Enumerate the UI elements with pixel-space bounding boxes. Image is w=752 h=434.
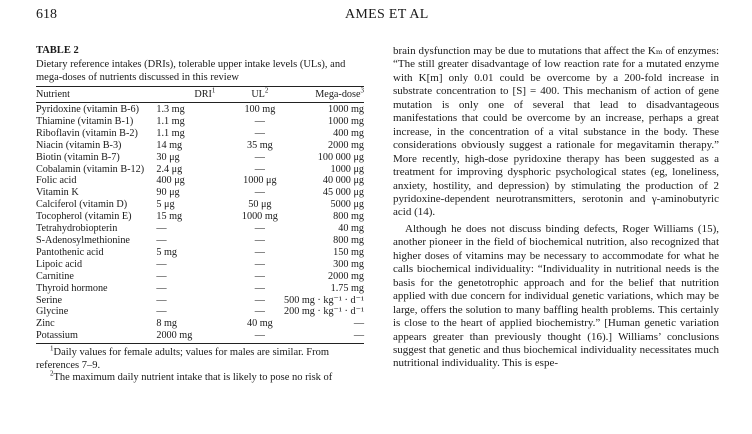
cell-ul: — bbox=[254, 115, 265, 127]
cell-nutrient: S-Adenosylmethionine bbox=[36, 234, 130, 246]
cell-dri: — bbox=[156, 294, 167, 306]
cell-mega-dose: 1000 μg bbox=[330, 163, 364, 175]
table-row bbox=[36, 247, 364, 259]
cell-mega-dose: 45 000 μg bbox=[322, 187, 364, 199]
page-number: 618 bbox=[36, 7, 57, 22]
cell-nutrient: Vitamin K bbox=[36, 187, 79, 199]
cell-mega-dose: 1000 mg bbox=[328, 104, 364, 115]
cell-mega-dose: 100 000 μg bbox=[317, 151, 364, 163]
cell-ul: 35 mg bbox=[246, 139, 273, 151]
cell-ul: — bbox=[254, 127, 265, 139]
cell-dri: 400 μg bbox=[156, 175, 185, 187]
cell-ul: — bbox=[254, 282, 265, 294]
cell-dri: 1.1 mg bbox=[156, 127, 185, 139]
footnote-1: $^1$Daily values for female adults; values for males are similar. From references 7–9. bbox=[36, 344, 330, 371]
cell-dri: 1.1 mg bbox=[156, 115, 185, 127]
cell-nutrient: Thyroid hormone bbox=[36, 282, 108, 294]
table-bottom-rule bbox=[36, 343, 364, 344]
cell-mega-dose: 1000 mg bbox=[328, 115, 364, 127]
cell-nutrient: Pyridoxine (vitamin B-6) bbox=[36, 104, 139, 115]
table-row bbox=[36, 104, 364, 116]
cell-nutrient: Folic acid bbox=[36, 175, 77, 187]
cell-nutrient: Tetrahydrobiopterin bbox=[36, 223, 118, 235]
cell-ul: — bbox=[254, 187, 265, 199]
cell-dri: — bbox=[156, 234, 167, 246]
cell-mega-dose: 5000 μg bbox=[330, 199, 364, 211]
cell-mega-dose: 800 mg bbox=[333, 234, 364, 246]
footnote-2: $^2$The maximum daily nutrient intake that is likely to pose no risk of bbox=[50, 369, 333, 384]
paragraph-1: brain dysfunction may be due to mutations that affect the Kₘ of enzymes: “The still greater disadvantage of low reaction rate for a mutated enzyme with K[m] only 0.01 could be overcome by a 200-fold increase in substrate concentration to [S] = 400. This mechanism of action of gene mutation is only one of several that lead to disadvantageous manifestations that could be overcome by an increase, perhaps a great increase, in the concentration of a vital substance in the body. These considerations obviously suggest a rationale for megavitamin therapy.” More recently, high-dose pyridoxine therapy has been suggested as a treatment for improving dysphoric psychological states (eg, loneliness, anxiety, hostility, and depression) by stimulating the production of 2 pyridoxine-dependent neurotransmitters, serotonin and γ-aminobutyric acid (14). bbox=[393, 45, 719, 219]
table-row bbox=[36, 235, 364, 247]
table-row bbox=[36, 306, 364, 318]
cell-dri: 8 mg bbox=[156, 318, 178, 330]
header-mega-dose: Mega-dose$^3$ bbox=[315, 86, 364, 100]
cell-mega-dose: 40 000 μg bbox=[322, 175, 364, 187]
cell-ul: — bbox=[254, 246, 265, 258]
cell-dri: 5 μg bbox=[156, 199, 175, 211]
cell-nutrient: Tocopherol (vitamin E) bbox=[36, 211, 132, 223]
table-row bbox=[36, 140, 364, 152]
cell-ul: — bbox=[254, 330, 265, 342]
cell-dri: 14 mg bbox=[156, 139, 183, 151]
table-row bbox=[36, 187, 364, 199]
cell-dri: — bbox=[156, 270, 167, 282]
cell-nutrient: Carnitine bbox=[36, 270, 74, 282]
cell-ul: — bbox=[254, 234, 265, 246]
paragraph-2: Although he does not discuss binding defects, Roger Williams (15), another pioneer in the field of biochemical nutrition, also recognized that higher doses of vitamins may be necessary to accommodate for what he calls biochemical individuality: “Individuality in nutritional needs is the basis for the genetotrophic approach and for the belief that nutrition applied with due concern for individual genetic variations, which may be large, offers the solution to many baffling health problems. This certainly is close to the heart of applied biochemistry.” [Human genetic variation appears greater than previously thought (16).] Williams’ conclusions suggest that genetic and thus biochemical individuality necessitates much nutritional individuality. This is espe- bbox=[393, 222, 719, 370]
table-caption: Dietary reference intakes (DRIs), tolerable upper intake levels (ULs), and mega-doses of nutrients discussed in this review bbox=[36, 59, 346, 83]
cell-nutrient: Thiamine (vitamin B-1) bbox=[36, 115, 134, 127]
cell-mega-dose: 1.75 mg bbox=[330, 282, 364, 294]
table-section bbox=[36, 45, 364, 385]
table-row bbox=[36, 199, 364, 211]
table-label: TABLE 2 bbox=[36, 45, 79, 56]
cell-dri: 2000 mg bbox=[156, 330, 193, 342]
cell-mega-dose: 800 mg bbox=[333, 211, 364, 223]
header-nutrient: Nutrient bbox=[36, 88, 70, 100]
cell-ul: 40 mg bbox=[246, 318, 273, 330]
cell-ul: 100 mg bbox=[244, 104, 276, 115]
table-row bbox=[36, 152, 364, 164]
table-row bbox=[36, 295, 364, 307]
cell-nutrient: Niacin (vitamin B-3) bbox=[36, 139, 122, 151]
cell-mega-dose: — bbox=[353, 318, 364, 330]
cell-mega-dose: 400 mg bbox=[333, 127, 364, 139]
cell-nutrient: Pantothenic acid bbox=[36, 246, 104, 258]
table-footnotes bbox=[36, 344, 364, 385]
cell-nutrient: Lipoic acid bbox=[36, 258, 83, 270]
body-text-column bbox=[393, 45, 719, 371]
cell-dri: — bbox=[156, 306, 167, 318]
cell-ul: 50 μg bbox=[248, 199, 272, 211]
cell-mega-dose: — bbox=[353, 330, 364, 342]
cell-dri: — bbox=[156, 223, 167, 235]
cell-mega-dose: 2000 mg bbox=[328, 139, 364, 151]
header-dri: DRI$^1$ bbox=[194, 86, 216, 100]
cell-dri: — bbox=[156, 282, 167, 294]
cell-nutrient: Zinc bbox=[36, 318, 55, 330]
cell-dri: — bbox=[156, 258, 167, 270]
cell-nutrient: Glycine bbox=[36, 306, 69, 318]
cell-nutrient: Serine bbox=[36, 294, 63, 306]
cell-nutrient: Cobalamin (vitamin B-12) bbox=[36, 163, 145, 175]
cell-dri: 90 μg bbox=[156, 187, 180, 199]
table-row bbox=[36, 330, 364, 342]
cell-ul: — bbox=[254, 163, 265, 175]
cell-dri: 2.4 μg bbox=[156, 163, 183, 175]
table-row bbox=[36, 271, 364, 283]
table-row bbox=[36, 164, 364, 176]
cell-ul: 1000 μg bbox=[243, 175, 277, 187]
cell-ul: — bbox=[254, 223, 265, 235]
running-head: AMES ET AL bbox=[345, 7, 429, 22]
cell-ul: — bbox=[254, 151, 265, 163]
table-row bbox=[36, 211, 364, 223]
cell-dri: 30 μg bbox=[156, 151, 180, 163]
cell-mega-dose: 300 mg bbox=[333, 258, 364, 270]
cell-nutrient: Riboflavin (vitamin B-2) bbox=[36, 127, 138, 139]
cell-ul: 1000 mg bbox=[241, 211, 278, 223]
table-row bbox=[36, 175, 364, 187]
cell-ul: — bbox=[254, 306, 265, 318]
table-row bbox=[36, 318, 364, 330]
cell-dri: 5 mg bbox=[156, 246, 178, 258]
cell-ul: — bbox=[254, 258, 265, 270]
cell-nutrient: Potassium bbox=[36, 330, 78, 342]
table-row bbox=[36, 223, 364, 235]
cell-mega-dose: 2000 mg bbox=[328, 270, 364, 282]
cell-ul: — bbox=[254, 270, 265, 282]
cell-mega-dose: 150 mg bbox=[333, 246, 364, 258]
cell-nutrient: Biotin (vitamin B-7) bbox=[36, 151, 120, 163]
table-header-row bbox=[36, 87, 364, 101]
table-row bbox=[36, 283, 364, 295]
table-row bbox=[36, 128, 364, 140]
cell-ul: — bbox=[254, 294, 265, 306]
table-row bbox=[36, 259, 364, 271]
cell-mega-dose: 500 mg · kg⁻¹ · d⁻¹ bbox=[284, 294, 364, 306]
cell-mega-dose: 200 mg · kg⁻¹ · d⁻¹ bbox=[284, 306, 364, 318]
cell-mega-dose: 40 mg bbox=[338, 223, 364, 235]
cell-dri: 15 mg bbox=[156, 211, 183, 223]
header-ul: $UL^2$ bbox=[251, 86, 269, 100]
table-row bbox=[36, 116, 364, 128]
cell-dri: 1.3 mg bbox=[156, 104, 185, 115]
cell-nutrient: Calciferol (vitamin D) bbox=[36, 199, 128, 211]
nutrient-table bbox=[36, 87, 364, 342]
